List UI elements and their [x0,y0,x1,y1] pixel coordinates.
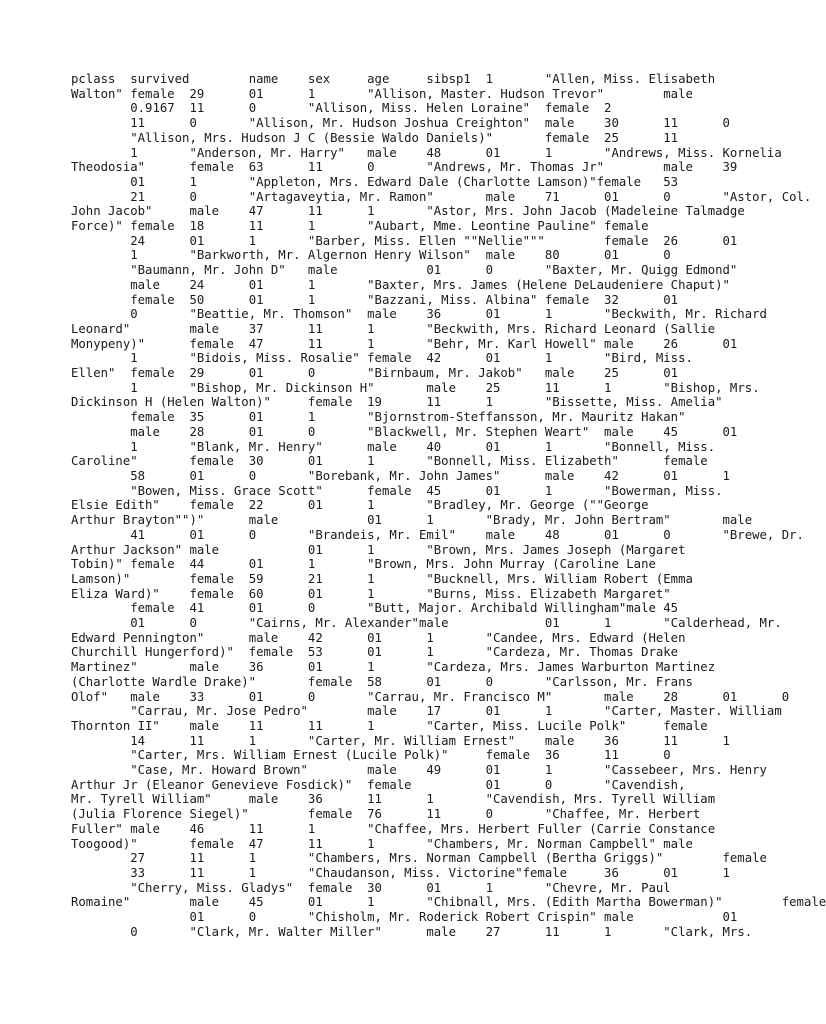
text-line: 14 11 1 "Carter, Mr. William Ernest" male 36 11 1 [71,733,730,748]
text-line: John Jacob" male 47 11 1 "Astor, Mrs. John Jacob (Madeleine Talmadge [71,204,745,219]
text-line: 1 "Blank, Mr. Henry" male 40 01 1 "Bonnell, Miss. [71,439,716,454]
text-line: (Charlotte Wardle Drake)" female 58 01 0 "Carlsson, Mr. Frans [71,674,693,689]
text-line: Walton" female 29 01 1 "Allison, Master. Hudson Trevor" male [71,86,693,101]
text-line: 01 1 "Appleton, Mrs. Edward Dale (Charlotte Lamson)"female 53 [71,174,679,189]
text-line: Force)" female 18 11 1 "Aubart, Mme. Leontine Pauline" female [71,219,649,234]
text-line: 33 11 1 "Chaudanson, Miss. Victorine"female 36 01 1 [71,865,730,880]
text-line: Toogood)" female 47 11 1 "Chambers, Mr. Norman Campbell" male [71,836,693,851]
text-line: 0.9167 11 0 "Allison, Miss. Helen Loraine" female 2 [71,101,612,116]
text-line: Arthur Brayton"")" male 01 1 "Brady, Mr. John Bertram" male [71,513,753,528]
text-line: female 35 01 1 "Bjornstrom-Steffansson, Mr. Mauritz Hakan" [71,410,686,425]
text-line: Thornton II" male 11 11 1 "Carter, Miss. Lucile Polk" female [71,718,708,733]
text-line: female 41 01 0 "Butt, Major. Archibald Willingham"male 45 [71,601,679,616]
text-line: Dickinson H (Helen Walton)" female 19 11 1 "Bissette, Miss. Amelia" [71,395,723,410]
text-line: "Case, Mr. Howard Brown" male 49 01 1 "Cassebeer, Mrs. Henry [71,763,767,778]
text-line: Churchill Hungerford)" female 53 01 1 "Cardeza, Mr. Thomas Drake [71,645,679,660]
text-line: "Allison, Mrs. Hudson J C (Bessie Waldo Daniels)" female 25 11 [71,130,679,145]
text-line: 0 "Beattie, Mr. Thomson" male 36 01 1 "Beckwith, Mr. Richard [71,307,767,322]
text-line: 41 01 0 "Brandeis, Mr. Emil" male 48 01 0 "Brewe, Dr. [71,527,804,542]
text-line: 11 0 "Allison, Mr. Hudson Joshua Creighton" male 30 11 0 [71,116,730,131]
text-line: "Cherry, Miss. Gladys" female 30 01 1 "Chevre, Mr. Paul [71,880,671,895]
text-line: pclass survived name sex age sibsp1 1 "Allen, Miss. Elisabeth [71,72,716,86]
text-line: Elsie Edith" female 22 01 1 "Bradley, Mr. George (""George [71,498,649,513]
text-line: 58 01 0 "Borebank, Mr. John James" male 42 01 1 [71,468,730,483]
text-line: Monypeny)" female 47 11 1 "Behr, Mr. Karl Howell" male 26 01 [71,336,738,351]
text-line: Tobin)" female 44 01 1 "Brown, Mrs. John Murray (Caroline Lane [71,557,656,572]
text-line: male 24 01 1 "Baxter, Mrs. James (Helene DeLaudeniere Chaput)" [71,277,730,292]
text-line: 01 0 "Chisholm, Mr. Roderick Robert Crispin" male 01 [71,910,738,925]
text-line: Martinez" male 36 01 1 "Cardeza, Mrs. James Warburton Martinez [71,660,716,675]
text-line: "Bowen, Miss. Grace Scott" female 45 01 1 "Bowerman, Miss. [71,483,723,498]
text-line: Arthur Jr (Eleanor Genevieve Fosdick)" female 01 0 "Cavendish, [71,777,686,792]
document-text-body [71,72,826,939]
text-line: male 28 01 0 "Blackwell, Mr. Stephen Weart" male 45 01 [71,424,738,439]
text-line: "Carter, Mrs. William Ernest (Lucile Polk)" female 36 11 0 [71,748,671,763]
text-line: 27 11 1 "Chambers, Mrs. Norman Campbell (Bertha Griggs)" female [71,851,767,866]
text-line: Lamson)" female 59 21 1 "Bucknell, Mrs. William Robert (Emma [71,571,693,586]
text-line: 21 0 "Artagaveytia, Mr. Ramon" male 71 01 0 "Astor, Col. [71,189,812,204]
text-line: female 50 01 1 "Bazzani, Miss. Albina" female 32 01 [71,292,679,307]
text-line: 1 "Bidois, Miss. Rosalie" female 42 01 1 "Bird, Miss. [71,351,693,366]
text-line: "Baumann, Mr. John D" male 01 0 "Baxter, Mr. Quigg Edmond" [71,263,738,278]
text-line: Mr. Tyrell William" male 36 11 1 "Cavendish, Mrs. Tyrell William [71,792,716,807]
text-line: Theodosia" female 63 11 0 "Andrews, Mr. Thomas Jr" male 39 [71,160,738,175]
text-line: Ellen" female 29 01 0 "Birnbaum, Mr. Jakob" male 25 01 [71,366,679,381]
text-line: 01 0 "Cairns, Mr. Alexander"male 01 1 "Calderhead, Mr. [71,616,782,631]
text-line: "Carrau, Mr. Jose Pedro" male 17 01 1 "Carter, Master. William [71,704,782,719]
text-line: Caroline" female 30 01 1 "Bonnell, Miss. Elizabeth" female [71,454,708,469]
text-line: 1 "Bishop, Mr. Dickinson H" male 25 11 1 "Bishop, Mrs. [71,380,760,395]
text-line: Arthur Jackson" male 01 1 "Brown, Mrs. James Joseph (Margaret [71,542,686,557]
text-line: 24 01 1 "Barber, Miss. Ellen ""Nellie""" female 26 01 [71,233,738,248]
text-line: 0 "Clark, Mr. Walter Miller" male 27 11 1 "Clark, Mrs. [71,924,753,939]
text-line: Olof" male 33 01 0 "Carrau, Mr. Francisco M" male 28 01 0 [71,689,790,704]
text-line: Edward Pennington" male 42 01 1 "Candee, Mrs. Edward (Helen [71,630,686,645]
text-line: 1 "Anderson, Mr. Harry" male 48 01 1 "Andrews, Miss. Kornelia [71,145,782,160]
text-line: Leonard" male 37 11 1 "Beckwith, Mrs. Richard Leonard (Sallie [71,321,716,336]
text-line: Eliza Ward)" female 60 01 1 "Burns, Miss. Elizabeth Margaret" [71,586,671,601]
text-line: 1 "Barkworth, Mr. Algernon Henry Wilson" male 80 01 0 [71,248,671,263]
text-line: Romaine" male 45 01 1 "Chibnall, Mrs. (Edith Martha Bowerman)" female [71,895,826,910]
text-line: Fuller" male 46 11 1 "Chaffee, Mrs. Herbert Fuller (Carrie Constance [71,821,716,836]
text-line: (Julia Florence Siegel)" female 76 11 0 "Chaffee, Mr. Herbert [71,807,701,822]
